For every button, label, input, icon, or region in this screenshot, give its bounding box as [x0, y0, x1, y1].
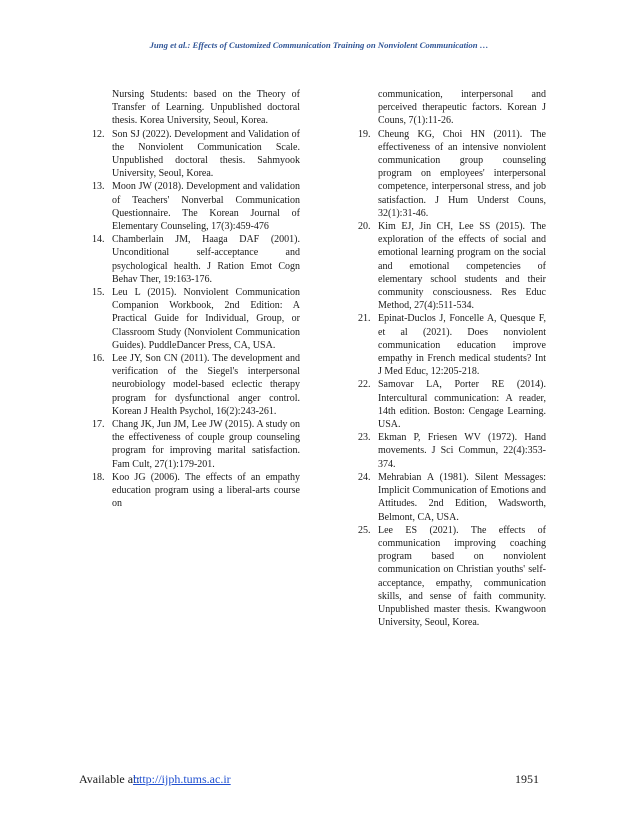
reference-number: 16.: [92, 353, 105, 365]
reference-item: [358, 128, 546, 220]
reference-number: 19.: [358, 128, 371, 140]
reference-text: Leu L (2015). Nonviolent Communication Companion Workbook, 2nd Edition: A Practical Guide for Individual, Group, or Classroom Study (Nonviolent Communication Guides). PuddleDancer Press, CA, USA.: [112, 287, 300, 351]
reference-number: 24.: [358, 471, 371, 483]
reference-number: 14.: [92, 234, 105, 246]
reference-item: [358, 431, 546, 471]
reference-number: 13.: [92, 181, 105, 193]
reference-text: Ekman P, Friesen WV (1972). Hand movements. J Sci Commun, 22(4):353-374.: [378, 432, 546, 470]
reference-item: [358, 220, 546, 312]
journal-website-link[interactable]: http://ijph.tums.ac.ir: [133, 772, 231, 786]
page-number: 1951: [515, 772, 539, 786]
reference-text: Lee ES (2021). The effects of communication improving coaching program based on nonviolent communication on Christian youths' self-acceptance, empathy, communication skills, and sense of faith community. Unpublished master thesis. Kwangwoon University, Seoul, Korea.: [378, 524, 546, 629]
reference-item: [92, 352, 300, 418]
reference-number: 23.: [358, 432, 371, 444]
reference-text: Lee JY, Son CN (2011). The development and verification of the Siegel's interpersonal neurobiology model-based eclectic therapy program for dysfunctional anger control. Korean J Health Psychol, 16(2):243-261.: [112, 353, 300, 417]
reference-number: 22.: [358, 379, 371, 391]
reference-text: Chang JK, Jun JM, Lee JW (2015). A study on the effectiveness of couple group counseling program for improving marital satisfaction. Fam Cult, 27(1):179-201.: [112, 419, 300, 470]
reference-text: Cheung KG, Choi HN (2011). The effectiveness of an intensive nonviolent communication group counseling program on employees' interpersonal competence, interpersonal stress, and job satisfaction. J Hum Underst Couns, 32(1):31-46.: [378, 128, 546, 219]
reference-number: 21.: [358, 313, 371, 325]
reference-item: [358, 524, 546, 630]
reference-text: Nursing Students: based on the Theory of Transfer of Learning. Unpublished doctoral thesis. Korea University, Seoul, Korea.: [112, 89, 300, 127]
reference-item: [92, 128, 300, 181]
reference-text: Samovar LA, Porter RE (2014). Intercultural communication: A reader, 14th edition. Boston: Cengage Learning. USA.: [378, 379, 546, 431]
reference-item: [92, 180, 300, 233]
reference-text: Epinat-Duclos J, Foncelle A, Quesque F, et al (2021). Does nonviolent communication education improve empathy in French medical students? Int J Med Educ, 12:205-218.: [378, 313, 546, 378]
reference-number: 20.: [358, 221, 371, 233]
reference-item: [358, 378, 546, 431]
reference-text: Moon JW (2018). Development and validation of Teachers' Nonverbal Communication Questionnaire. The Korean Journal of Elementary Counseling, 17(3):459-476: [112, 181, 300, 233]
reference-item: [92, 471, 300, 511]
reference-number: 25.: [358, 524, 371, 536]
reference-item: [92, 418, 300, 471]
reference-number: 15.: [92, 287, 105, 299]
reference-text: Chamberlain JM, Haaga DAF (2001). Unconditional self-acceptance and psychological health. J Ration Emot Cogn Behav Ther, 19:163-176.: [112, 234, 300, 285]
reference-number: 18.: [92, 471, 105, 483]
reference-item: [92, 88, 300, 128]
references-left-column: [92, 88, 300, 511]
reference-text: communication, interpersonal and perceived therapeutic factors. Korean J Couns, 7(1):11-26.: [378, 89, 546, 127]
references-right-column: [358, 88, 546, 629]
reference-text: Koo JG (2006). The effects of an empathy education program using a liberal-arts course on: [112, 471, 300, 510]
reference-item: [358, 471, 546, 524]
reference-item: [358, 312, 546, 378]
running-head: Jung et al.: Effects of Customized Communication Training on Nonviolent Communication …: [149, 40, 489, 50]
reference-number: 12.: [92, 128, 105, 140]
reference-text: Kim EJ, Jin CH, Lee SS (2015). The exploration of the effects of social and emotional learning program on the social and emotional competencies of elementary school students and their community consciousness. Res Educ Method, 27(4):511-534.: [378, 221, 546, 312]
reference-text: Mehrabian A (1981). Silent Messages: Implicit Communication of Emotions and Attitudes. 2nd Edition, Wadsworth, Belmont, CA, USA.: [378, 471, 546, 523]
available-at-label: Available at:: [79, 772, 140, 786]
reference-item: [92, 233, 300, 286]
reference-item: [358, 88, 546, 128]
reference-text: Son SJ (2022). Development and Validation of the Nonviolent Communication Scale. Unpublished doctoral thesis. Sahmyook University, Seoul, Korea.: [112, 128, 300, 180]
reference-item: [92, 286, 300, 352]
reference-number: 17.: [92, 419, 105, 431]
